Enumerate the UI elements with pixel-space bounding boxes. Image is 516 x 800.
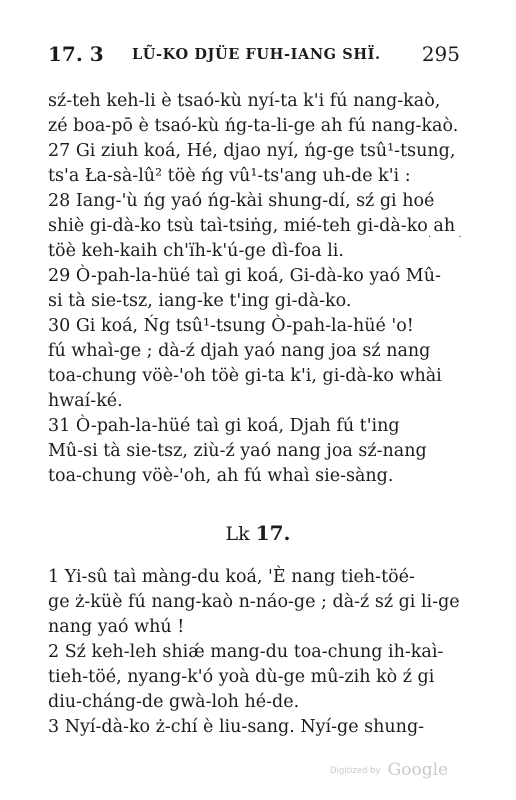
chapter-heading	[0, 521, 516, 545]
text-line: ge ż-küè fú nang-kaò n-náo-ge ; dà-ź sź gi li-ge	[48, 592, 460, 612]
digitization-watermark	[330, 760, 448, 780]
text-line: nang yaó whú !	[48, 617, 185, 637]
text-line: toa-chung vöè-'oh, ah fú whaì sie-sàng.	[48, 466, 394, 486]
running-title: LŨ-KO DJÜE FUH-IANG SHÏ.	[132, 46, 381, 63]
text-block-top	[48, 89, 462, 489]
text-line: tieh-töé, nyang-k'ó yoà dù-ge mû-zih kò ź gi	[48, 667, 435, 687]
chapter-book: Lk	[225, 523, 250, 545]
text-line: Mû-si tà sie-tsz, ziù-ź yaó nang joa sź-nang	[48, 441, 427, 461]
chapter-number: 17.	[255, 521, 291, 545]
page-number: 295	[421, 42, 460, 66]
text-line: töè keh-kaih ch'ïh-k'ú-ge dì-foa li.	[48, 241, 344, 261]
verse-31-line: 31 Ò-pah-la-hüé taì gi koá, Djah fú t'ing	[48, 416, 400, 436]
text-line: hwaí-ké.	[48, 391, 123, 411]
watermark-brand: Google	[387, 760, 449, 780]
watermark-prefix: Digitized by	[330, 766, 381, 776]
text-line: diu-cháng-de gwà-loh hé-de.	[48, 692, 300, 712]
verse-3-line: 3 Nyí-dà-ko ż-chí è liu-sang. Nyí-ge shung-	[48, 717, 425, 737]
verse-27-line: 27 Gi ziuh koá, Hé, djao nyí, ńg-ge tsû¹-tsung,	[48, 141, 456, 161]
text-line: toa-chung vöè-'oh töè gi-ta k'i, gi-dà-ko whài	[48, 366, 442, 386]
text-line: ts'a Ła-sà-lû² töè ńg vû¹-ts'ang uh-de k'i :	[48, 166, 411, 186]
text-line: shiè gi-dà-ko tsù taì-tsiṅg, mié-teh gi-dà-ko ah	[48, 216, 456, 236]
verse-2-line: 2 Sź keh-leh shiǽ mang-du toa-chung ih-kaì-	[48, 642, 444, 662]
verse-28-line: 28 Iang-'ù ńg yaó ńg-kài shung-dí, sź gi hoé	[48, 191, 435, 211]
verse-30-line: 30 Gi koá, Ńg tsû¹-tsung Ò-pah-la-hüé 'o!	[48, 316, 414, 336]
stray-print-dots: · ·	[428, 232, 474, 243]
text-line: fú whaì-ge ; dà-ź djah yaó nang joa sź nang	[48, 341, 431, 361]
chapter-verse-ref: 17. 3	[48, 42, 104, 66]
text-block-bottom	[48, 565, 462, 740]
text-line: sź-teh keh-li è tsaó-kù nyí-ta k'i fú nang-kaò,	[48, 91, 441, 111]
text-line: si tà sie-tsz, iang-ke t'ing gi-dà-ko.	[48, 291, 352, 311]
verse-1-line: 1 Yi-sû taì màng-du koá, 'È nang tieh-töé-	[48, 567, 415, 587]
verse-29-line: 29 Ò-pah-la-hüé taì gi koá, Gi-dà-ko yaó Mû-	[48, 266, 441, 286]
running-header	[48, 42, 460, 66]
text-line: zé boa-pō è tsaó-kù ńg-ta-li-ge ah fú nang-kaò.	[48, 116, 459, 136]
